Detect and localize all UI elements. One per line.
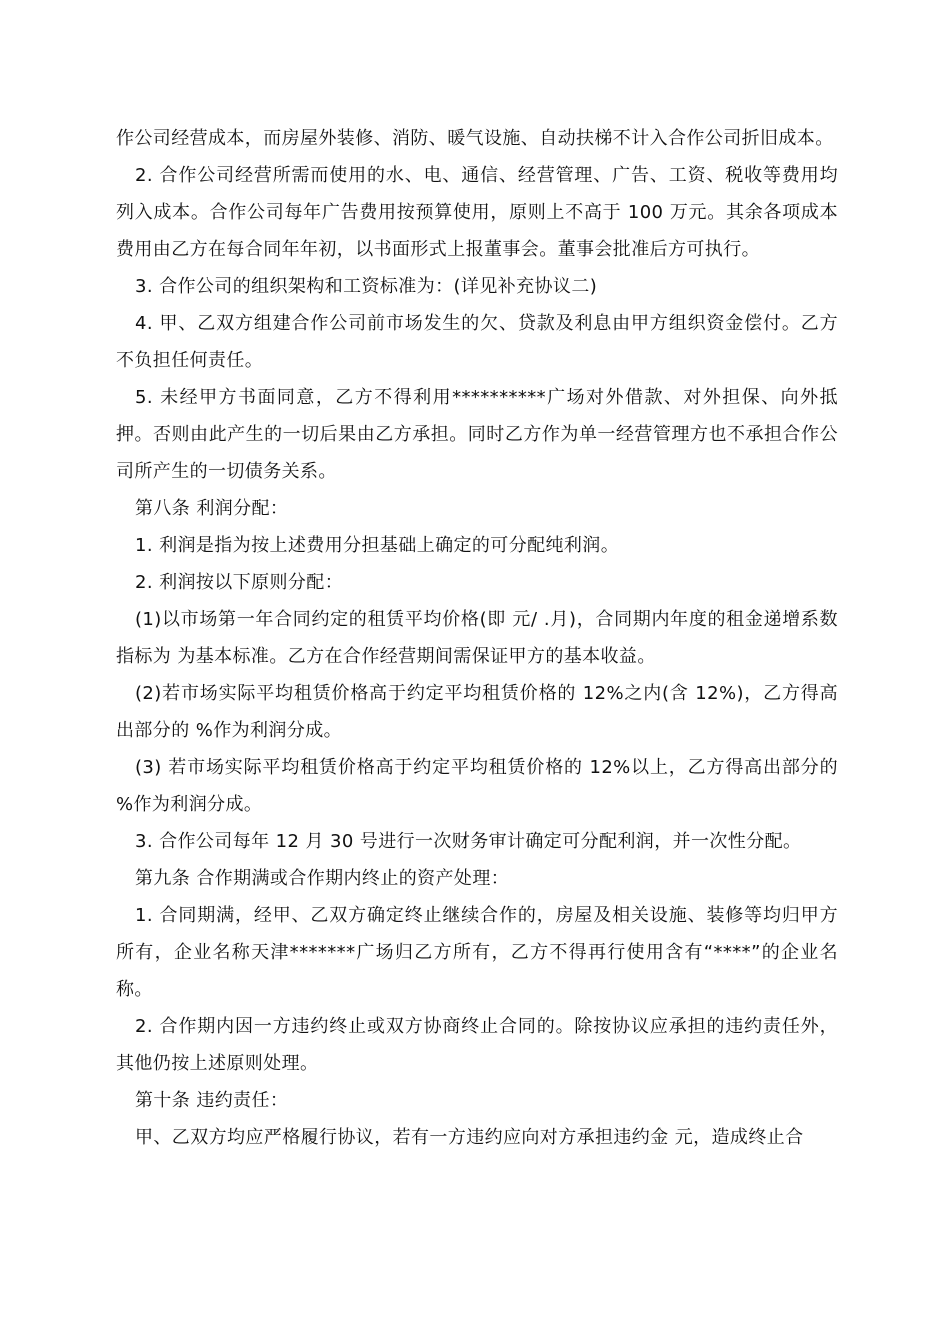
section-heading: 第八条 利润分配： <box>135 498 289 519</box>
paragraph: 5. 未经甲方书面同意，乙方不得利用**********广场对外借款、对外担保、向外抵押。否则由此产生的一切后果由乙方承担。同时乙方作为单一经营管理方也不承担合作公司所产生的一切债务关系。 <box>116 387 838 482</box>
paragraph: 2. 利润按以下原则分配： <box>135 572 344 593</box>
section-heading: 第十条 违约责任： <box>135 1090 289 1111</box>
paragraph: 2. 合作期内因一方违约终止或双方协商终止合同的。除按协议应承担的违约责任外，其他仍按上述原则处理。 <box>116 1016 838 1074</box>
paragraph: 2. 合作公司经营所需而使用的水、电、通信、经营管理、广告、工资、税收等费用均列入成本。合作公司每年广告费用按预算使用，原则上不高于 100 万元。其余各项成本费用由乙方在每合同年年初，以书面形式上报董事会。董事会批准后方可执行。 <box>116 165 838 260</box>
paragraph: 1. 利润是指为按上述费用分担基础上确定的可分配纯利润。 <box>135 535 620 556</box>
paragraph: 1. 合同期满，经甲、乙双方确定终止继续合作的，房屋及相关设施、装修等均归甲方所有，企业名称天津*******广场归乙方所有，乙方不得再行使用含有“****”的企业名称。 <box>116 905 838 1000</box>
paragraph: (1)以市场第一年合同约定的租赁平均价格(即 元/ .月)，合同期内年度的租金递增系数指标为 为基本标准。乙方在合作经营期间需保证甲方的基本收益。 <box>116 609 838 667</box>
paragraph: (2)若市场实际平均租赁价格高于约定平均租赁价格的 12%之内(含 12%)，乙方得高出部分的 %作为利润分成。 <box>116 683 838 741</box>
paragraph: 作公司经营成本，而房屋外装修、消防、暖气设施、自动扶梯不计入合作公司折旧成本。 <box>116 128 834 149</box>
paragraph: 4. 甲、乙双方组建合作公司前市场发生的欠、贷款及利息由甲方组织资金偿付。乙方不负担任何责任。 <box>116 313 838 371</box>
paragraph: 甲、乙双方均应严格履行协议，若有一方违约应向对方承担违约金 元，造成终止合 <box>135 1127 804 1148</box>
document-body <box>116 120 838 1156</box>
paragraph: 3. 合作公司的组织架构和工资标准为：(详见补充协议二) <box>135 276 598 297</box>
paragraph: (3) 若市场实际平均租赁价格高于约定平均租赁价格的 12%以上，乙方得高出部分的 %作为利润分成。 <box>116 757 838 815</box>
section-heading: 第九条 合作期满或合作期内终止的资产处理： <box>135 868 510 889</box>
paragraph: 3. 合作公司每年 12 月 30 号进行一次财务审计确定可分配利润，并一次性分配。 <box>135 831 802 852</box>
